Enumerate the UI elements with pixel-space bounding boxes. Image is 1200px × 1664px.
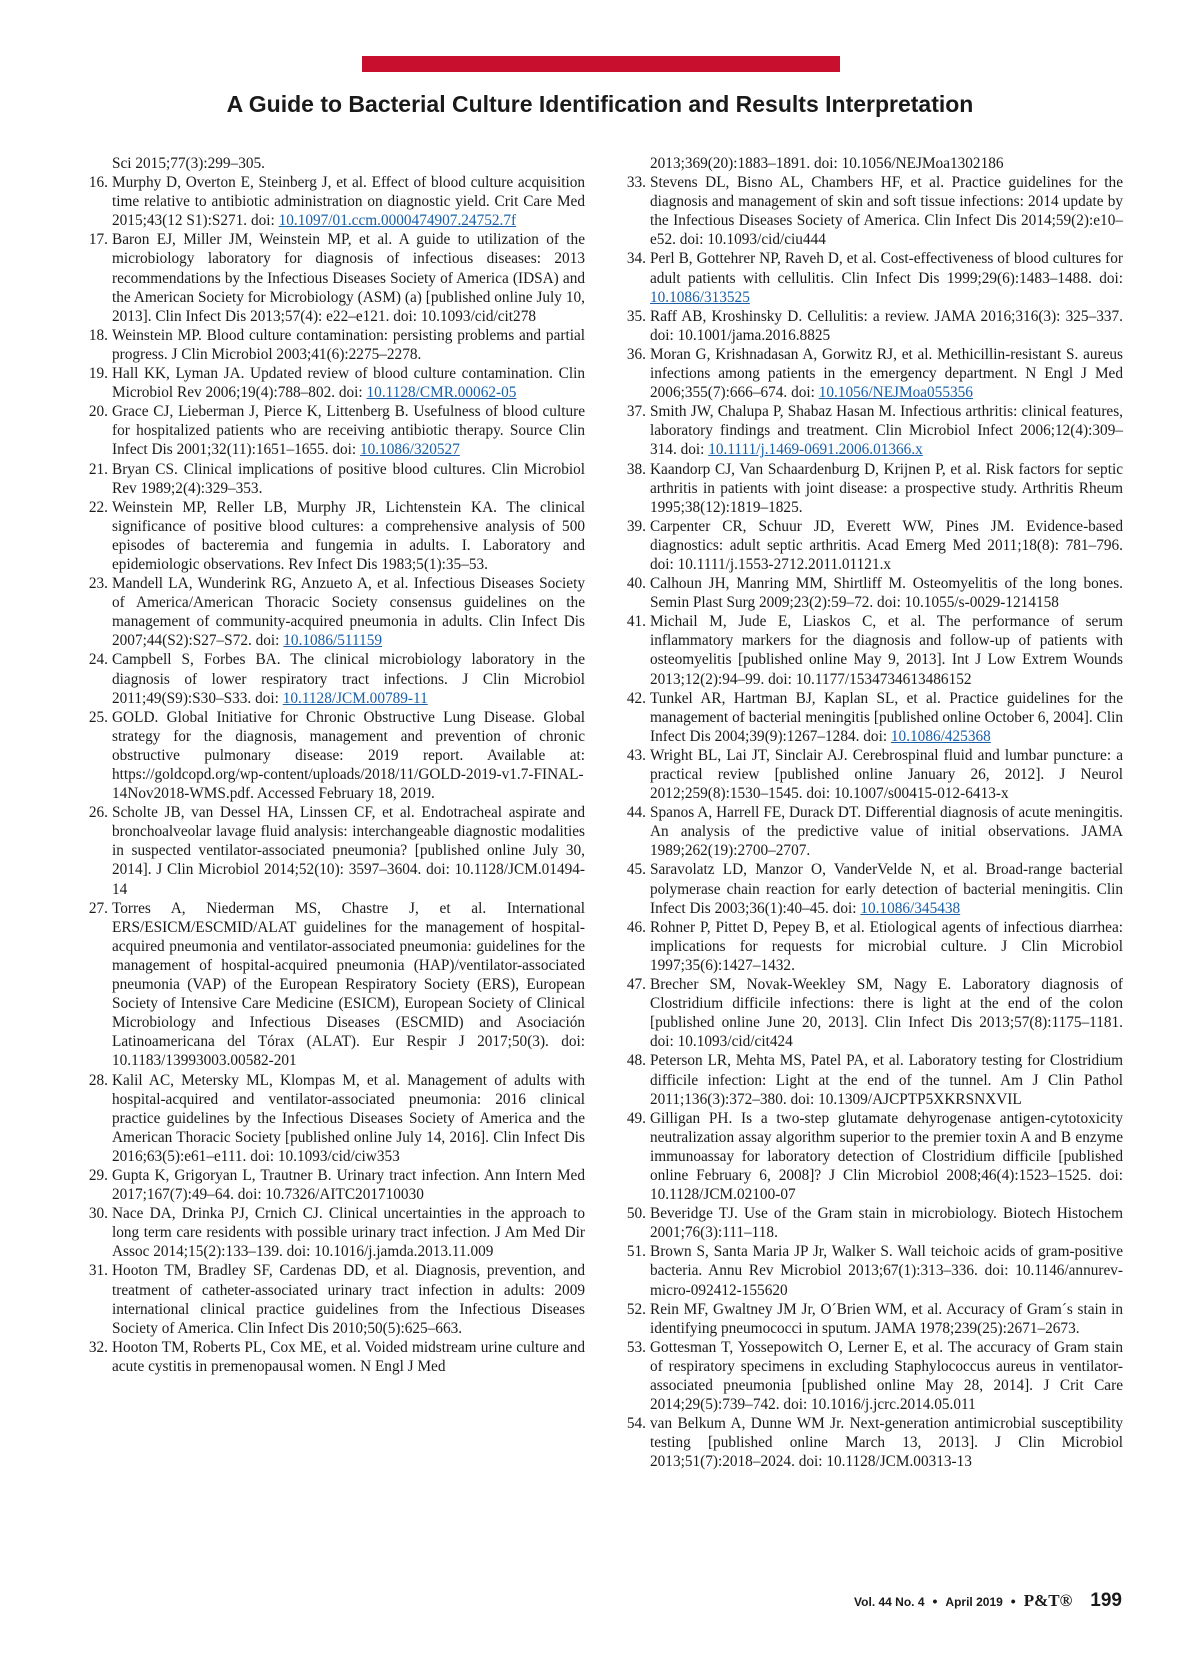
reference-number: 33.	[626, 174, 646, 192]
reference-number: 25.	[88, 708, 108, 726]
reference-item	[618, 1109, 1123, 1204]
doi-link[interactable]: 10.1086/511159	[283, 632, 382, 650]
reference-text: Kaandorp CJ, Van Schaardenburg D, Krijnen P, et al. Risk factors for septic arthritis in patients with joint disease: a prospective study. Arthritis Rheum 1995;38(12):1819–1825.	[650, 460, 1123, 516]
reference-item	[80, 803, 585, 898]
doi-link[interactable]: 10.1128/JCM.00789-11	[282, 689, 428, 707]
reference-item	[618, 1051, 1123, 1108]
reference-text: Scholte JB, van Dessel HA, Linssen CF, et al. Endotracheal aspirate and bronchoalveolar lavage fluid analysis: interchangeable diagnostic modalities in suspected ventilator-associated pneumonia? [published online July 30, 2014]. J Clin Microbiol 2014;52(10): 3597–3604. doi: 10.1128/JCM.01494-14	[112, 804, 585, 898]
reference-item	[80, 574, 585, 650]
reference-item	[80, 650, 585, 707]
reference-number: 23.	[88, 575, 108, 593]
footer-journal: P&T®	[1023, 1591, 1073, 1610]
reference-number: 32.	[88, 1338, 108, 1356]
reference-text: Wright BL, Lai JT, Sinclair AJ. Cerebrospinal fluid and lumbar puncture: a practical review [published online January 26, 2012]. J Neurol 2012;259(8):1530–1545. doi: 10.1007/s00415-012-6413-x	[650, 746, 1123, 803]
footer-issue: Vol. 44 No. 4	[854, 1595, 925, 1609]
reference-number: 49.	[626, 1109, 646, 1127]
reference-number: 31.	[88, 1262, 108, 1280]
reference-number: 30.	[88, 1205, 108, 1223]
reference-text: Tunkel AR, Hartman BJ, Kaplan SL, et al. Practice guidelines for the management of bacterial meningitis [published online October 6, 2004]. Clin Infect Dis 2004;39(9):1267–1284. doi:	[650, 689, 1123, 745]
reference-number: 38.	[626, 460, 646, 478]
reference-number: 41.	[626, 613, 646, 631]
reference-item	[618, 860, 1123, 917]
reference-number: 16.	[88, 174, 108, 192]
reference-item	[618, 1300, 1123, 1338]
reference-text: Mandell LA, Wunderink RG, Anzueto A, et al. Infectious Diseases Society of America/American Thoracic Society consensus guidelines on the management of community-acquired pneumonia in adults. Clin Infect Dis 2007;44(S2):S27–S72. doi:	[112, 575, 585, 650]
reference-text: Baron EJ, Miller JM, Weinstein MP, et al. A guide to utilization of the microbiology laboratory for diagnosis of infectious diseases: 2013 recommendations by the Infectious Diseases Society of America (IDSA) and the American Society for Microbiology (ASM) (a) [published online July 10, 2013]. Clin Infect Dis 2013;57(4): e22–e121. doi: 10.1093/cid/cit278	[112, 231, 585, 325]
reference-number: 42.	[626, 689, 646, 707]
doi-link[interactable]: 10.1056/NEJMoa055356	[818, 384, 973, 402]
reference-number: 46.	[626, 918, 646, 936]
reference-item	[618, 460, 1123, 517]
reference-item	[80, 1071, 585, 1166]
reference-number: 53.	[626, 1338, 646, 1356]
reference-text: Weinstein MP, Reller LB, Murphy JR, Lichtenstein KA. The clinical significance of positive blood cultures: a comprehensive analysis of 500 episodes of bacteremia and fungemia in adults. I. Laboratory and epidemiologic observations. Rev Infect Dis 1983;5(1):35–53.	[112, 498, 585, 573]
reference-text: Stevens DL, Bisno AL, Chambers HF, et al. Practice guidelines for the diagnosis and management of skin and soft tissue infections: 2014 update by the Infectious Diseases Society of America. Clin Infect Dis 2014;59(2):e10–e52. doi: 10.1093/cid/ciu444	[650, 174, 1123, 249]
footer-separator: •	[932, 1593, 938, 1609]
reference-number: 26.	[88, 804, 108, 822]
reference-text: Gottesman T, Yossepowitch O, Lerner E, et al. The accuracy of Gram stain of respiratory specimens in excluding Staphylococcus aureus in ventilator-associated pneumonia [published online May 28, 2014]. J Crit Care 2014;29(5):739–742. doi: 10.1016/j.jcrc.2014.05.011	[650, 1338, 1123, 1414]
reference-item	[80, 498, 585, 574]
page-footer	[854, 1590, 1122, 1612]
reference-item	[618, 689, 1123, 746]
reference-item	[80, 364, 585, 402]
reference-number: 19.	[88, 365, 108, 383]
reference-text: Hooton TM, Bradley SF, Cardenas DD, et al. Diagnosis, prevention, and treatment of catheter-associated urinary tract infection in adults: 2009 international clinical practice guidelines from the Infectious Diseases Society of America. Clin Infect Dis 2010;50(5):625–663.	[112, 1262, 585, 1337]
reference-number: 27.	[88, 899, 108, 917]
reference-number: 54.	[626, 1415, 646, 1433]
reference-number: 48.	[626, 1052, 646, 1070]
reference-text: Grace CJ, Lieberman J, Pierce K, Littenberg B. Usefulness of blood culture for hospitalized patients who are receiving antibiotic therapy. Source Clin Infect Dis 2001;32(11):1651–1655. doi:	[112, 403, 585, 459]
reference-item	[80, 460, 585, 498]
reference-item	[618, 612, 1123, 688]
reference-item	[80, 326, 585, 364]
reference-number: 35.	[626, 307, 646, 325]
reference-item	[618, 975, 1123, 1051]
reference-text: Smith JW, Chalupa P, Shabaz Hasan M. Infectious arthritis: clinical features, laboratory findings and treatment. Clin Microbiol Infect 2006;12(4):309–314. doi:	[650, 403, 1123, 459]
reference-item	[80, 402, 585, 459]
reference-item	[618, 173, 1123, 249]
reference-text: Rohner P, Pittet D, Pepey B, et al. Etiological agents of infectious diarrhea: implications for requests for microbial culture. J Clin Microbiol 1997;35(6):1427–1432.	[650, 918, 1123, 974]
reference-text: Gilligan PH. Is a two-step glutamate dehyrogenase antigen-cytotoxicity neutralization assay algorithm superior to the premier toxin A and B enzyme immunoassay for laboratory detection of Clostridium difficile [published online February 6, 2008]? J Clin Microbiol 2008;46(4):1523–1525. doi: 10.1128/JCM.02100-07	[650, 1109, 1123, 1204]
reference-number: 18.	[88, 326, 108, 344]
reference-text: Murphy D, Overton E, Steinberg J, et al. Effect of blood culture acquisition time relative to antibiotic administration on diagnostic yield. Crit Care Med 2015;43(12 S1):S271. doi:	[112, 174, 585, 230]
reference-text: Michail M, Jude E, Liaskos C, et al. The performance of serum inflammatory markers for the diagnosis and follow-up of patients with osteomyelitis [published online May 9, 2013]. Int J Low Extrem Wounds 2013;12(2):94–99. doi: 10.1177/1534734613486152	[650, 613, 1123, 688]
reference-text: Beveridge TJ. Use of the Gram stain in microbiology. Biotech Histochem 2001;76(3):111–118.	[650, 1205, 1123, 1242]
reference-text: Hooton TM, Roberts PL, Cox ME, et al. Voided midstream urine culture and acute cystitis in premenopausal women. N Engl J Med	[112, 1338, 585, 1375]
reference-text: Moran G, Krishnadasan A, Gorwitz RJ, et al. Methicillin-resistant S. aureus infections among patients in the emergency department. N Engl J Med 2006;355(7):666–674. doi:	[650, 345, 1123, 402]
reference-text: Campbell S, Forbes BA. The clinical microbiology laboratory in the diagnosis of lower respiratory tract infections. J Clin Microbiol 2011;49(S9):S30–S33. doi:	[112, 651, 585, 707]
reference-text: Hall KK, Lyman JA. Updated review of blood culture contamination. Clin Microbiol Rev 2006;19(4):788–802. doi:	[112, 365, 585, 402]
reference-item	[80, 1338, 585, 1376]
reference-item	[80, 708, 585, 803]
reference-number: 22.	[88, 498, 108, 516]
reference-item	[618, 1242, 1123, 1299]
doi-link[interactable]: 10.1086/313525	[650, 288, 750, 306]
reference-item	[80, 1261, 585, 1337]
reference-item	[618, 1204, 1123, 1242]
reference-item	[80, 1166, 585, 1204]
reference-number: 37.	[626, 403, 646, 421]
references-right-column	[618, 154, 1123, 1471]
reference-item	[618, 746, 1123, 803]
reference-text: Raff AB, Kroshinsky D. Cellulitis: a review. JAMA 2016;316(3): 325–337. doi: 10.1001/jama.2016.8825	[650, 307, 1123, 344]
reference-item	[80, 173, 585, 230]
reference-item	[618, 1338, 1123, 1414]
reference-number: 24.	[88, 651, 108, 669]
reference-text: Perl B, Gottehrer NP, Raveh D, et al. Cost-effectiveness of blood cultures for adult patients with cellulitis. Clin Infect Dis 1999;29(6):1483–1488. doi:	[650, 250, 1123, 287]
footer-date: April 2019	[945, 1595, 1003, 1609]
reference-number: 43.	[626, 746, 646, 764]
reference-item	[618, 517, 1123, 574]
reference-text: Sci 2015;77(3):299–305.	[112, 155, 265, 172]
reference-item	[80, 230, 585, 325]
reference-number: 52.	[626, 1300, 646, 1318]
reference-number: 36.	[626, 345, 646, 363]
reference-number: 47.	[626, 976, 646, 994]
reference-text: 2013;369(20):1883–1891. doi: 10.1056/NEJMoa1302186	[650, 155, 1004, 172]
reference-number: 39.	[626, 517, 646, 535]
reference-text: van Belkum A, Dunne WM Jr. Next-generation antimicrobial susceptibility testing [published online March 13, 2013]. J Clin Microbiol 2013;51(7):2018–2024. doi: 10.1128/JCM.00313-13	[650, 1415, 1123, 1471]
reference-item	[618, 345, 1123, 402]
reference-item	[618, 574, 1123, 612]
reference-text: Spanos A, Harrell FE, Durack DT. Differential diagnosis of acute meningitis. An analysis of the predictive value of initial observations. JAMA 1989;262(19):2700–2707.	[650, 804, 1123, 860]
reference-item	[80, 1204, 585, 1261]
reference-number: 44.	[626, 804, 646, 822]
reference-text: Brecher SM, Novak-Weekley SM, Nagy E. Laboratory diagnosis of Clostridium difficile infections: there is light at the end of the colon [published online June 20, 2013]. Clin Infect Dis 2013;57(8):1175–1181. doi: 10.1093/cid/cit424	[650, 976, 1123, 1051]
reference-text: Kalil AC, Metersky ML, Klompas M, et al. Management of adults with hospital-acquired and ventilator-associated pneumonia: 2016 clinical practice guidelines by the Infectious Diseases Society of America and the American Thoracic Society [published online July 14, 2016]. Clin Infect Dis 2016;63(5):e61–e111. doi: 10.1093/cid/ciw353	[112, 1071, 585, 1165]
doi-link[interactable]: 10.1111/j.1469-0691.2006.01366.x	[708, 441, 923, 459]
reference-text: Bryan CS. Clinical implications of positive blood cultures. Clin Microbiol Rev 1989;2(4):329–353.	[112, 460, 585, 497]
doi-link[interactable]: 10.1086/345438	[860, 899, 961, 917]
footer-separator: •	[1010, 1593, 1016, 1609]
reference-text: Saravolatz LD, Manzor O, VanderVelde N, et al. Broad-range bacterial polymerase chain reaction for early detection of bacterial meningitis. Clin Infect Dis 2003;36(1):40–45. doi:	[650, 861, 1123, 917]
reference-item	[618, 803, 1123, 860]
doi-link[interactable]: 10.1086/320527	[359, 441, 460, 459]
reference-text: Rein MF, Gwaltney JM Jr, O´Brien WM, et al. Accuracy of Gram´s stain in identifying pneumococci in sputum. JAMA 1978;239(25):2671–2673.	[650, 1300, 1123, 1337]
reference-item	[618, 1414, 1123, 1471]
reference-number: 21.	[88, 460, 108, 478]
reference-text: GOLD. Global Initiative for Chronic Obstructive Lung Disease. Global strategy for the diagnosis, management and prevention of chronic obstructive pulmonary disease: 2019 report. Available at: https://goldcopd.org/wp-content/uploads/2018/11/GOLD-2019-v1.7-FINAL-14Nov2018-WMS.pdf. Accessed February 18, 2019.	[112, 708, 585, 803]
reference-number: 40.	[626, 575, 646, 593]
reference-continuation	[80, 154, 585, 173]
reference-number: 34.	[626, 250, 646, 268]
reference-item	[618, 918, 1123, 975]
reference-text: Nace DA, Drinka PJ, Crnich CJ. Clinical uncertainties in the approach to long term care residents with possible urinary tract infection. J Am Med Dir Assoc 2014;15(2):133–139. doi: 10.1016/j.jamda.2013.11.009	[112, 1205, 585, 1261]
reference-continuation	[618, 154, 1123, 173]
page-title: A Guide to Bacterial Culture Identification and Results Interpretation	[226, 91, 974, 117]
reference-text: Carpenter CR, Schuur JD, Everett WW, Pines JM. Evidence-based diagnostics: adult septic arthritis. Acad Emerg Med 2011;18(8): 781–796. doi: 10.1111/j.1553-2712.2011.01121.x	[650, 517, 1123, 573]
reference-text: Weinstein MP. Blood culture contamination: persisting problems and partial progress. J Clin Microbiol 2003;41(6):2275–2278.	[112, 326, 585, 363]
doi-link[interactable]: 10.1097/01.ccm.0000474907.24752.7f	[278, 212, 517, 230]
page-number: 199	[1090, 1590, 1122, 1611]
reference-text: Gupta K, Grigoryan L, Trautner B. Urinary tract infection. Ann Intern Med 2017;167(7):49–64. doi: 10.7326/AITC201710030	[112, 1166, 585, 1204]
reference-number: 45.	[626, 861, 646, 879]
reference-number: 20.	[88, 403, 108, 421]
reference-text: Calhoun JH, Manring MM, Shirtliff M. Osteomyelitis of the long bones. Semin Plast Surg 2009;23(2):59–72. doi: 10.1055/s-0029-1214158	[650, 575, 1123, 612]
reference-number: 50.	[626, 1205, 646, 1223]
reference-number: 28.	[88, 1071, 108, 1089]
reference-number: 17.	[88, 231, 108, 249]
header-accent-bar	[362, 56, 840, 72]
reference-text: Peterson LR, Mehta MS, Patel PA, et al. Laboratory testing for Clostridium difficile infection: Light at the end of the tunnel. Am J Clin Pathol 2011;136(3):372–380. doi: 10.1309/AJCPTP5XKRSNXVIL	[650, 1052, 1123, 1108]
doi-link[interactable]: 10.1128/CMR.00062-05	[366, 384, 517, 402]
reference-item	[618, 249, 1123, 306]
doi-link[interactable]: 10.1086/425368	[890, 727, 991, 745]
references-left-column	[80, 154, 585, 1376]
reference-item	[80, 899, 585, 1071]
reference-item	[618, 402, 1123, 459]
reference-text: Torres A, Niederman MS, Chastre J, et al. International ERS/ESICM/ESCMID/ALAT guidelines for the management of hospital-acquired pneumonia and ventilator-associated pneumonia: guidelines for the management of hospital-acquired pneumonia (HAP)/ventilator-associated pneumonia (VAP) of the European Respiratory Society (ERS), European Society of Intensive Care Medicine (ESICM), European Society of Clinical Microbiology and Infectious Diseases (ESCMID) and Asociación Latinoamericana del Tórax (ALAT). Eur Respir J 2017;50(3). doi: 10.1183/13993003.00582-201	[112, 899, 585, 1070]
reference-number: 51.	[626, 1243, 646, 1261]
reference-text: Brown S, Santa Maria JP Jr, Walker S. Wall teichoic acids of gram-positive bacteria. Annu Rev Microbiol 2013;67(1):313–336. doi: 10.1146/annurev-micro-092412-155620	[650, 1243, 1123, 1299]
reference-number: 29.	[88, 1166, 108, 1184]
reference-item	[618, 307, 1123, 345]
